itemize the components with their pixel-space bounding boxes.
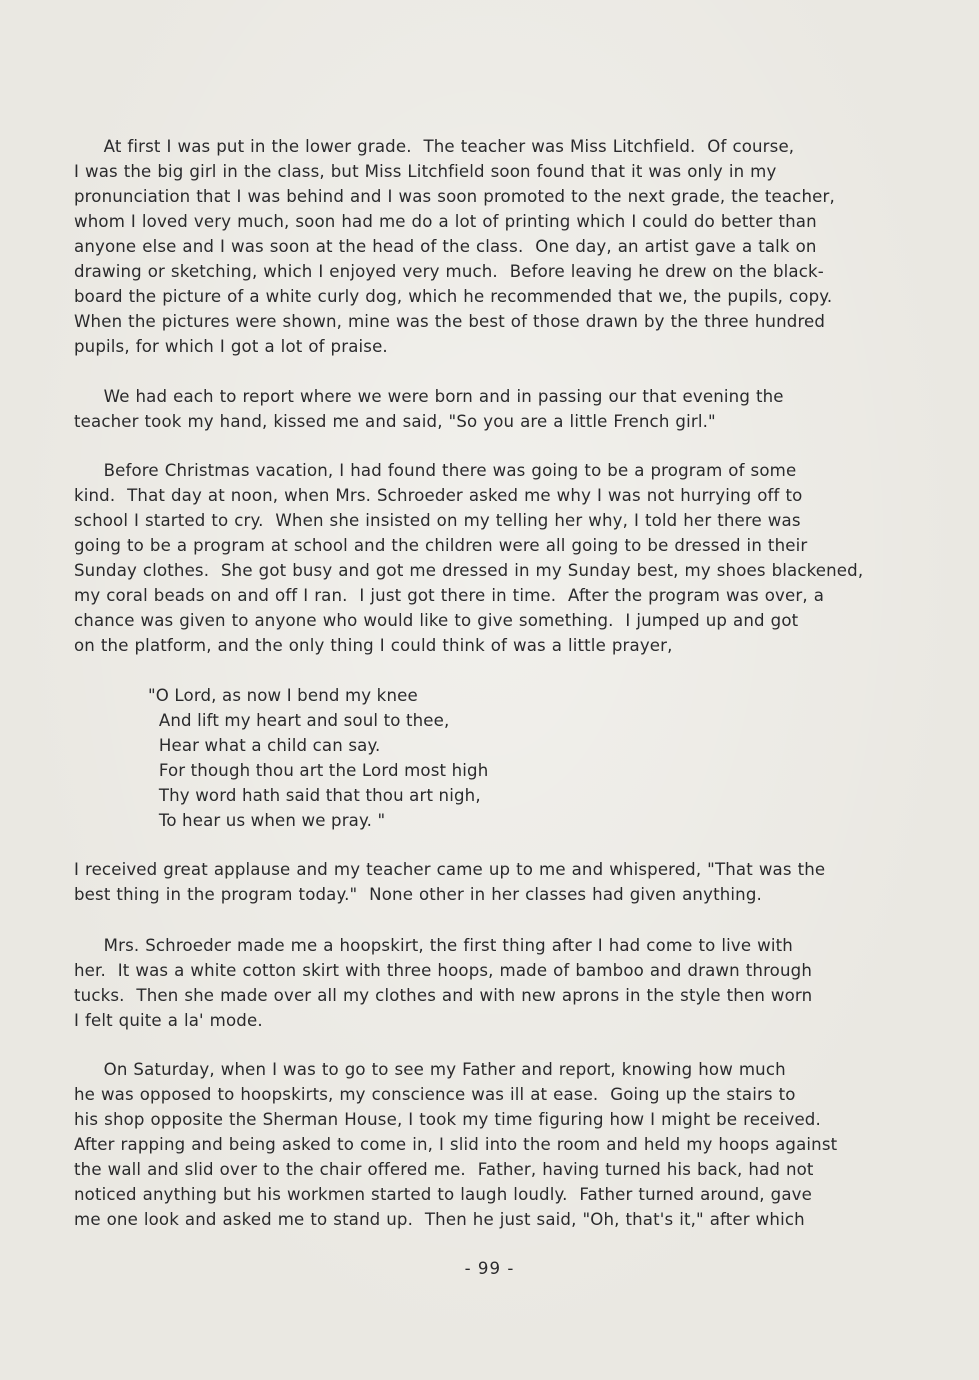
text-line: kind. That day at noon, when Mrs. Schroeder asked me why I was not hurrying off to bbox=[74, 486, 803, 505]
paragraph-3 bbox=[74, 458, 920, 658]
text-line: chance was given to anyone who would like to give something. I jumped up and got bbox=[74, 611, 799, 630]
poem-line: Thy word hath said that thou art nigh, bbox=[148, 786, 481, 805]
text-line: whom I loved very much, soon had me do a lot of printing which I could do better than bbox=[74, 212, 817, 231]
text-line: Mrs. Schroeder made me a hoopskirt, the first thing after I had come to live with bbox=[74, 936, 793, 955]
text-line: tucks. Then she made over all my clothes and with new aprons in the style then worn bbox=[74, 986, 813, 1005]
text-line: my coral beads on and off I ran. I just got there in time. After the program was over, a bbox=[74, 586, 825, 605]
text-line: I received great applause and my teacher came up to me and whispered, "That was the bbox=[74, 860, 826, 879]
text-line: anyone else and I was soon at the head of the class. One day, an artist gave a talk on bbox=[74, 237, 817, 256]
text-line: After rapping and being asked to come in, I slid into the room and held my hoops against bbox=[74, 1135, 838, 1154]
paragraph-5 bbox=[74, 933, 920, 1033]
text-line: board the picture of a white curly dog, which he recommended that we, the pupils, copy. bbox=[74, 287, 833, 306]
text-line: We had each to report where we were born and in passing our that evening the bbox=[74, 387, 784, 406]
paragraph-6 bbox=[74, 1057, 920, 1232]
text-line: the wall and slid over to the chair offered me. Father, having turned his back, had not bbox=[74, 1160, 814, 1179]
text-line: On Saturday, when I was to go to see my Father and report, knowing how much bbox=[74, 1060, 786, 1079]
text-line: noticed anything but his workmen started to laugh loudly. Father turned around, gave bbox=[74, 1185, 812, 1204]
page-number: - 99 - bbox=[464, 1259, 515, 1278]
text-line: drawing or sketching, which I enjoyed very much. Before leaving he drew on the black- bbox=[74, 262, 824, 281]
paragraph-1 bbox=[74, 134, 920, 359]
text-line: me one look and asked me to stand up. Then he just said, "Oh, that's it," after which bbox=[74, 1210, 805, 1229]
text-line: Before Christmas vacation, I had found there was going to be a program of some bbox=[74, 461, 797, 480]
text-line: school I started to cry. When she insisted on my telling her why, I told her there was bbox=[74, 511, 801, 530]
text-line: Sunday clothes. She got busy and got me dressed in my Sunday best, my shoes blackened, bbox=[74, 561, 864, 580]
poem-line: Hear what a child can say. bbox=[148, 736, 381, 755]
text-line: I felt quite a la' mode. bbox=[74, 1011, 263, 1030]
poem-line: For though thou art the Lord most high bbox=[148, 761, 489, 780]
text-line: pronunciation that I was behind and I was soon promoted to the next grade, the teacher, bbox=[74, 187, 835, 206]
text-line: on the platform, and the only thing I could think of was a little prayer, bbox=[74, 636, 673, 655]
poem-line: And lift my heart and soul to thee, bbox=[148, 711, 450, 730]
prayer-poem bbox=[148, 683, 488, 833]
text-line: When the pictures were shown, mine was the best of those drawn by the three hundred bbox=[74, 312, 826, 331]
poem-line: "O Lord, as now I bend my knee bbox=[148, 686, 418, 705]
text-line: best thing in the program today." None other in her classes had given anything. bbox=[74, 885, 762, 904]
text-line: he was opposed to hoopskirts, my conscience was ill at ease. Going up the stairs to bbox=[74, 1085, 796, 1104]
poem-line: To hear us when we pray. " bbox=[148, 811, 386, 830]
text-line: her. It was a white cotton skirt with three hoops, made of bamboo and drawn through bbox=[74, 961, 812, 980]
text-line: going to be a program at school and the children were all going to be dressed in their bbox=[74, 536, 808, 555]
paragraph-4 bbox=[74, 857, 920, 907]
text-line: pupils, for which I got a lot of praise. bbox=[74, 337, 388, 356]
text-line: I was the big girl in the class, but Miss Litchfield soon found that it was only in my bbox=[74, 162, 777, 181]
paragraph-2 bbox=[74, 384, 920, 434]
text-line: At first I was put in the lower grade. The teacher was Miss Litchfield. Of course, bbox=[74, 137, 795, 156]
text-line: teacher took my hand, kissed me and said, "So you are a little French girl." bbox=[74, 412, 716, 431]
text-line: his shop opposite the Sherman House, I took my time figuring how I might be received. bbox=[74, 1110, 821, 1129]
